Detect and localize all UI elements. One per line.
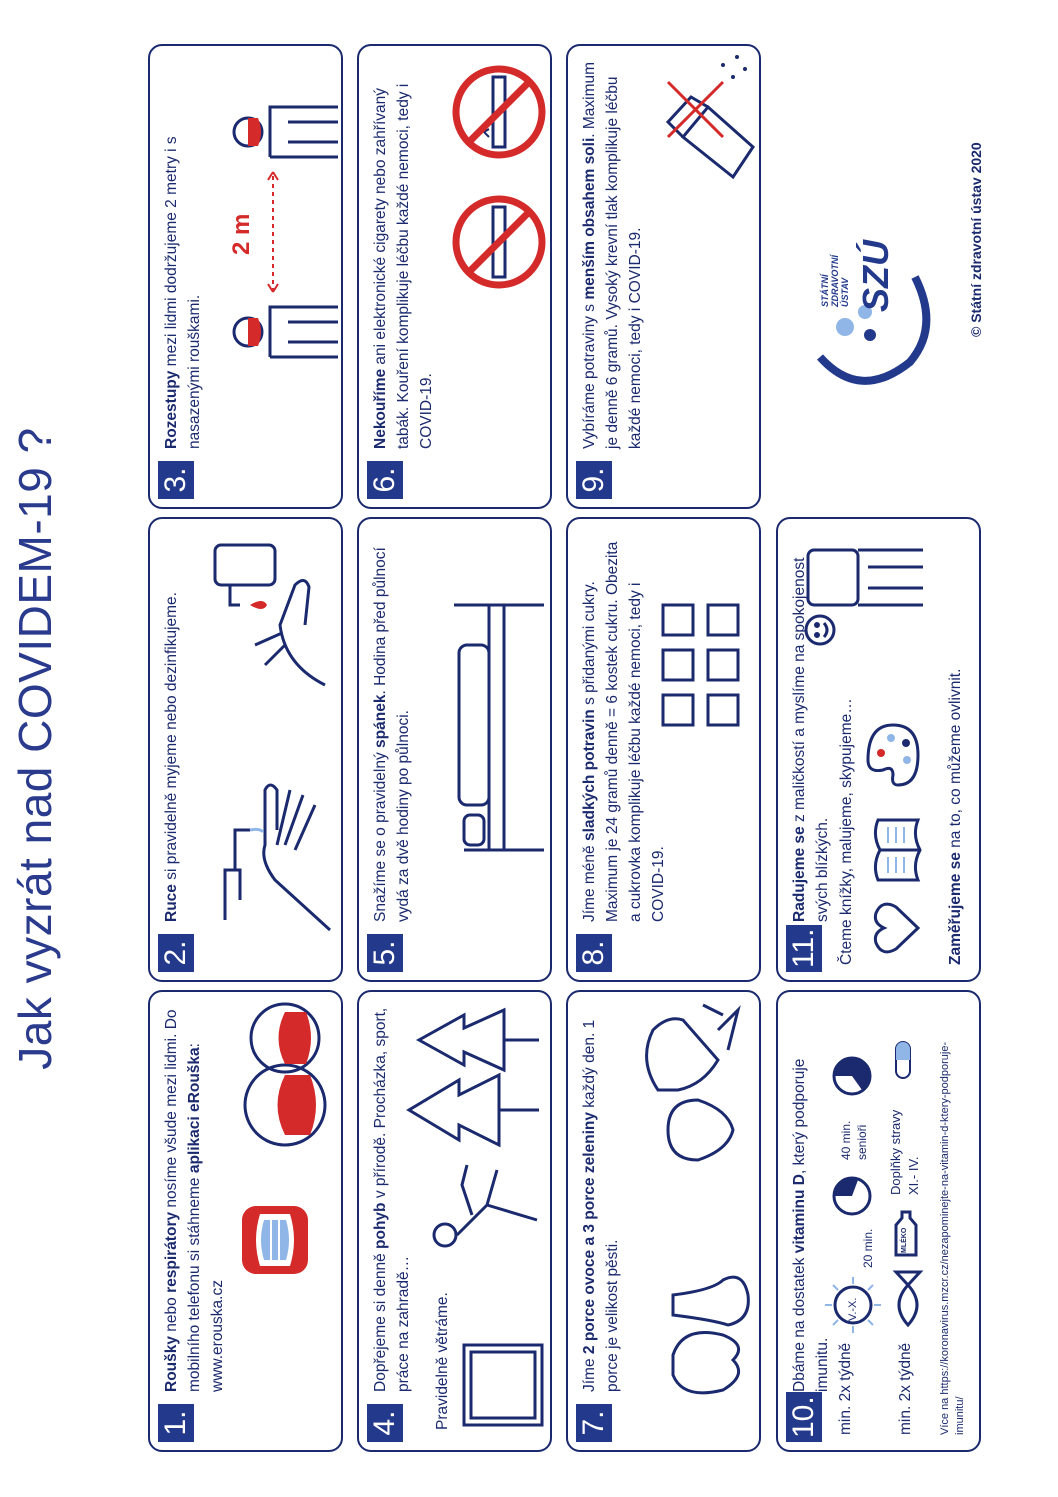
panel-salt bbox=[566, 44, 761, 509]
panel-number: 1. bbox=[158, 1404, 194, 1442]
panel-text: Nekouříme ani elektronické cigarety nebo zahřívaný tabák. Kouření komplikuje léčbu každé nemoci, tedy i COVID-19. bbox=[372, 83, 435, 449]
sugar-cubes-icon bbox=[658, 580, 758, 730]
salt-shaker-icon bbox=[663, 47, 758, 197]
panel-sugar bbox=[566, 517, 761, 982]
logo-name: STÁTNÍ ZDRAVOTNÍ ÚSTAV bbox=[820, 255, 850, 307]
panel-smoking bbox=[357, 44, 552, 509]
panel-text: Dopřejeme si denně pohyb v přírodě. Procházka, sport, práce na zahradě… bbox=[372, 1007, 412, 1392]
copyright: © Státní zdravotní ústav 2020 bbox=[968, 142, 984, 337]
focus-text: Zaměřujeme se na to, co můžeme ovlivnit. bbox=[947, 668, 964, 965]
panel-text: Roušky nebo respirátory nosíme všude mezi lidmi. Do mobilního telefonu si stáhneme aplikaci eRouška: www.erouska.cz bbox=[163, 1009, 226, 1392]
distance-icon bbox=[228, 72, 338, 392]
duration-40: 40 min. bbox=[839, 1120, 853, 1160]
panel-text: Dbáme na dostatek vitaminu D, který podporuje imunitu. bbox=[791, 1058, 831, 1392]
panel-text: Radujeme se z maličkostí a myslíme na spokojenost svých blízkých. bbox=[791, 557, 831, 922]
panel-vitamin-d bbox=[776, 990, 981, 1452]
fruit-icon bbox=[653, 1265, 758, 1405]
clock-20-icon bbox=[830, 1174, 874, 1218]
sun-months: V.-X. bbox=[847, 1297, 859, 1321]
pill-icon bbox=[893, 1040, 913, 1080]
panel-sleep bbox=[357, 517, 552, 982]
more-info-link[interactable]: Více na https://koronavirus.mzcr.cz/nezapominejte-na-vitamin-d-ktery-podporuje-imunitu/ bbox=[939, 1041, 966, 1435]
erouska-app-icon bbox=[238, 1200, 312, 1280]
supplements-label: Doplňky stravy bbox=[888, 1109, 903, 1195]
szu-logo bbox=[800, 237, 950, 407]
face-mask-icon bbox=[230, 1000, 340, 1150]
panel-number: 11. bbox=[786, 925, 822, 972]
panel-masks bbox=[148, 990, 343, 1452]
panel-wellbeing bbox=[776, 517, 981, 982]
panel-number: 3. bbox=[158, 461, 194, 499]
palette-icon bbox=[863, 720, 923, 795]
supplements-months: XI.- IV. bbox=[906, 1156, 921, 1195]
logo-abbreviation: SZÚ bbox=[855, 240, 896, 312]
seniors-label: senioři bbox=[855, 1124, 869, 1160]
sun-icon bbox=[823, 1275, 883, 1335]
milk-bottle-icon bbox=[886, 1210, 926, 1260]
panel-number: 8. bbox=[576, 934, 612, 972]
panel-text: Rozestupy mezi lidmi dodržujeme 2 metry i s nasazenými rouškami. bbox=[163, 136, 203, 449]
clock-40-icon bbox=[830, 1054, 874, 1098]
panel-distance bbox=[148, 44, 343, 509]
ventilation-text: Pravidelně větráme. bbox=[434, 1292, 451, 1430]
panel-number: 7. bbox=[576, 1404, 612, 1442]
panel-text: Jíme 2 porce ovoce a 3 porce zeleniny každý den. 1 porce je velikost pěsti. bbox=[581, 1019, 621, 1392]
page-title: Jak vyzrát nad COVIDEM-19 ? bbox=[9, 427, 61, 1070]
panel-movement bbox=[357, 990, 552, 1452]
panel-number: 4. bbox=[367, 1404, 403, 1442]
walking-person-icon bbox=[427, 1145, 547, 1265]
panel-hands bbox=[148, 517, 343, 982]
frequency-text-2: min. 2x týdně bbox=[897, 1342, 914, 1435]
distance-label: 2 m bbox=[228, 213, 255, 255]
milk-label: MLÉKO bbox=[901, 1227, 908, 1253]
duration-20: 20 min. bbox=[861, 1228, 875, 1268]
activities-text: Čteme knížky, malujeme, skypujeme… bbox=[838, 698, 855, 965]
smiling-person-icon bbox=[798, 530, 928, 650]
trees-icon bbox=[399, 990, 549, 1150]
panel-number: 6. bbox=[367, 461, 403, 499]
panel-text: Ruce si pravidelně myjeme nebo dezinfikujeme. bbox=[163, 592, 180, 922]
panel-number: 2. bbox=[158, 934, 194, 972]
panel-vegetables bbox=[566, 990, 761, 1452]
panel-text: Vybíráme potraviny s menším obsahem soli. Maximum je denně 6 gramů. Vysoký krevní tlak komplikuje léčbu každé nemoci, tedy i COVID-19. bbox=[581, 61, 644, 449]
disinfection-icon bbox=[205, 535, 335, 705]
window-icon bbox=[459, 1340, 547, 1430]
vegetables-icon bbox=[628, 1000, 758, 1200]
heart-icon bbox=[870, 900, 922, 955]
frequency-text-1: min. 2x týdně bbox=[837, 1342, 854, 1435]
fish-icon bbox=[888, 1270, 928, 1330]
no-smoking-icon bbox=[449, 52, 549, 292]
hand-washing-icon bbox=[205, 760, 335, 940]
bed-icon bbox=[444, 575, 549, 855]
panel-text: Snažíme se o pravidelný spánek. Hodina před půlnocí vydá za dvě hodiny po půlnoci. bbox=[372, 547, 412, 922]
panel-number: 9. bbox=[576, 461, 612, 499]
panel-number: 5. bbox=[367, 934, 403, 972]
book-icon bbox=[870, 815, 925, 885]
panel-text: Jíme méně sladkých potravin s přidanými cukry. Maximum je 24 gramů denně = 6 kostek cukru. Obezita a cukrovka komplikuje léčbu každé nemoci, tedy i COVID-19. bbox=[581, 541, 667, 922]
panel-number: 10. bbox=[786, 1392, 822, 1442]
